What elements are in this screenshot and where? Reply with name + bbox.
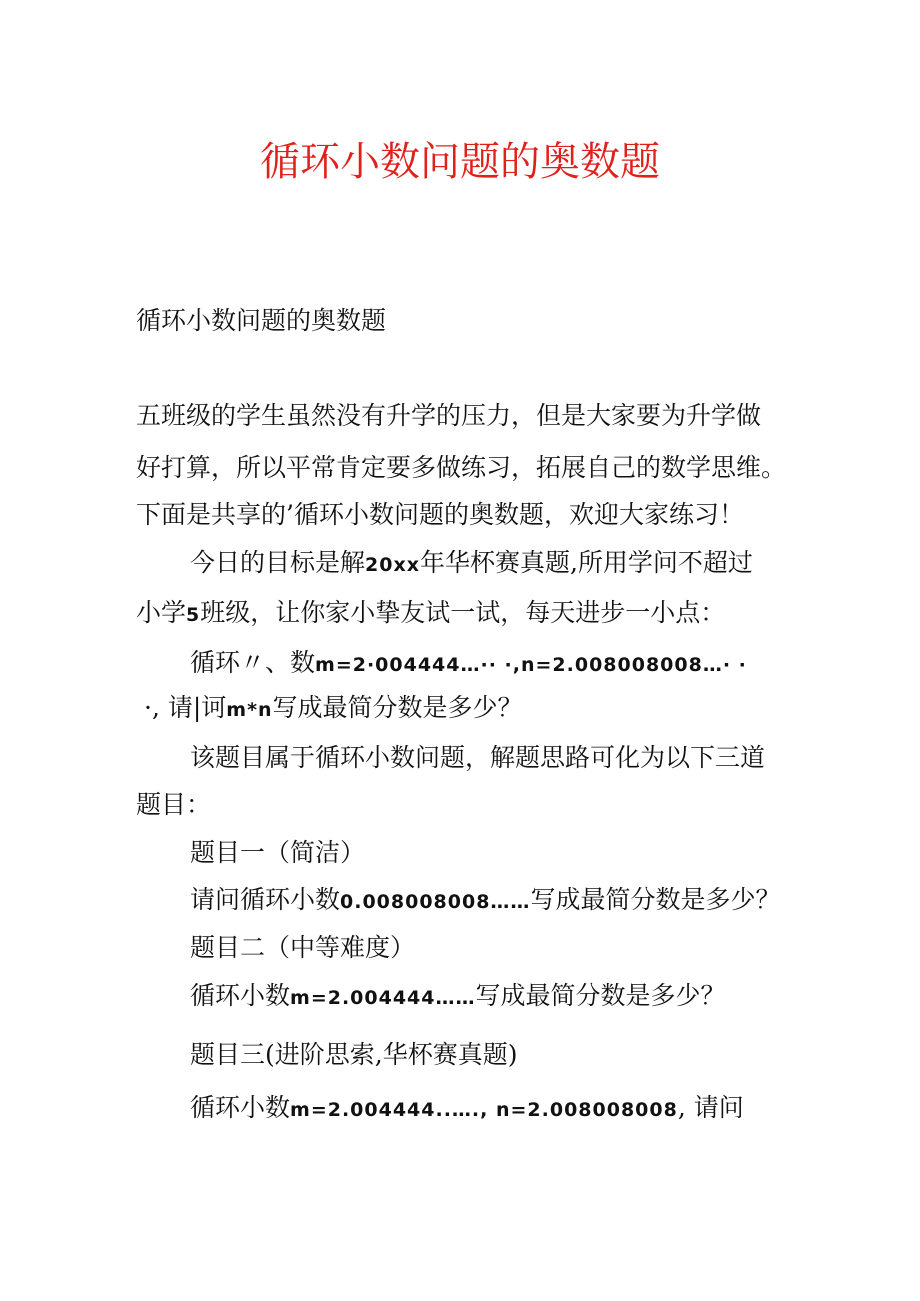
question-2-text-a: 循环小数 [190, 981, 291, 1010]
problem-line-2 [144, 690, 523, 728]
problem-line-1-text-a: 循环〃、数 [190, 648, 316, 677]
problem-line-1-numbers: m=2·004444…·· ·,n=2.008008008…· · [315, 654, 747, 676]
question-3-text-a: 循环小数 [190, 1093, 291, 1122]
question-3-text [190, 1090, 744, 1128]
question-2-heading: 题目二（中等难度） [190, 933, 416, 962]
para1-line-2 [136, 595, 725, 633]
question-1-text [190, 882, 780, 920]
intro-line-2: 好打算，所以平常肯定要多做练习，拓展自己的数学思维。 [136, 453, 787, 482]
para1-grade: 5 [186, 604, 201, 626]
intro-line-1: 五班级的学生虽然没有升学的压力，但是大家要为升学做 [136, 401, 762, 430]
question-3-numbers: m=2.004444..…., n=2.008008008 [290, 1099, 678, 1121]
para1-line-1-text-a: 今日的目标是解 [190, 548, 366, 577]
para1-year: 20xx [365, 554, 420, 576]
question-1-heading: 题目一（简洁） [190, 838, 366, 867]
document-subtitle: 循环小数问题的奥数题 [136, 306, 387, 335]
para1-line-1-text-b: 年华杯赛真题,所用学问不超过 [419, 548, 753, 577]
question-3-text-b: , 请问 [677, 1093, 744, 1122]
question-2-text-b: 写成最简分数是多少？ [475, 981, 726, 1010]
para1-line-2-text-a: 小学 [136, 598, 187, 627]
intro-line-3: 下面是共享的’循环小数问题的奥数题，欢迎大家练习！ [136, 500, 744, 529]
problem-line-2-text-b: 写成最简分数是多少？ [272, 693, 523, 722]
problem-expression: m*n [226, 699, 273, 721]
question-1-text-b: 写成最简分数是多少？ [530, 885, 781, 914]
para1-line-2-text-b: 班级，让你家小挚友试一试，每天进步一小点： [200, 598, 726, 627]
question-3-heading: 题目三(进阶思索,华杯赛真题) [190, 1040, 518, 1069]
analysis-line-2: 题目： [136, 790, 212, 819]
problem-line-1 [190, 645, 747, 683]
problem-line-2-text-a: ·, 请|诃 [144, 693, 227, 722]
question-2-number: m=2.004444…… [290, 987, 476, 1009]
question-1-text-a: 请问循环小数 [190, 885, 341, 914]
para1-line-1 [190, 545, 753, 583]
document-title: 循环小数问题的奥数题 [260, 139, 660, 185]
question-1-number: 0.008008008…… [340, 891, 531, 913]
question-2-text [190, 978, 726, 1016]
analysis-line-1: 该题目属于循环小数问题，解题思路可化为以下三道 [190, 743, 766, 772]
